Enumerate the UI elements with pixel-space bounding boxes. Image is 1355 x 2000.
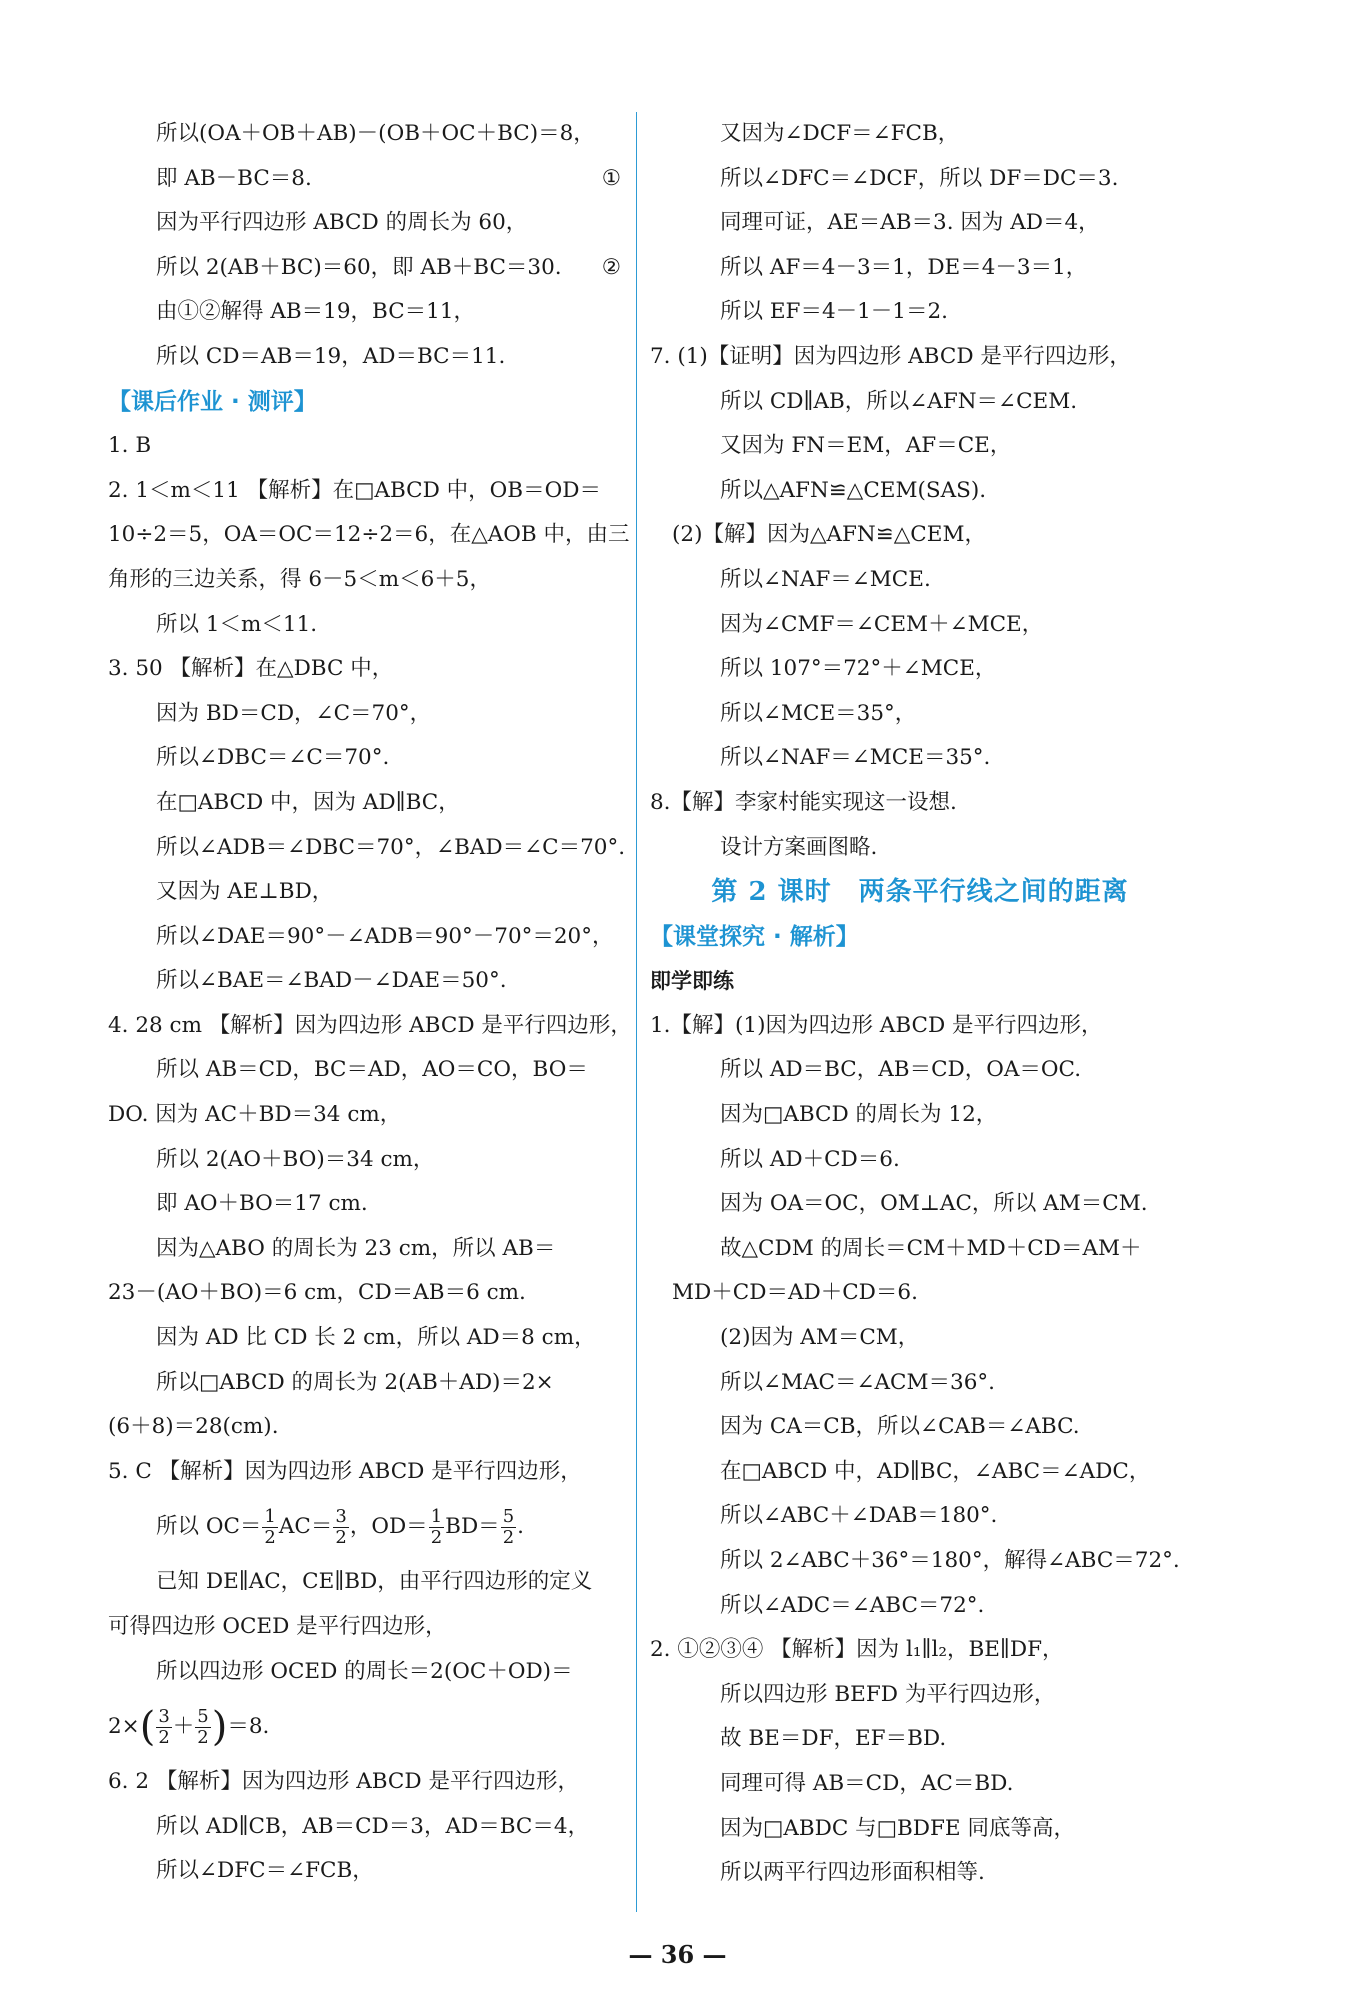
- text-line: 角形的三边关系，得 6－5＜m＜6＋5，: [108, 566, 491, 592]
- text-line: 因为 CA＝CB，所以∠CAB＝∠ABC.: [720, 1414, 1080, 1440]
- text-line: 因为∠CMF＝∠CEM＋∠MCE，: [720, 611, 1044, 637]
- text-line: (2)【解】因为△AFN≌△CEM，: [672, 522, 986, 548]
- fraction-line: [108, 1694, 623, 1760]
- answer-line: 1. B: [108, 433, 152, 459]
- text-line: 所以∠DAE＝90°－∠ADB＝90°－70°＝20°，: [156, 923, 614, 949]
- text-line: 所以∠MCE＝35°，: [720, 700, 917, 726]
- text-span: .: [517, 1514, 524, 1540]
- answer-line: 1.【解】(1)因为四边形 ABCD 是平行四边形，: [650, 1012, 1103, 1038]
- denominator: 2: [502, 1526, 515, 1548]
- text-line: 所以 EF＝4－1－1＝2.: [720, 299, 948, 325]
- numerator: 3: [158, 1705, 170, 1727]
- fraction: [501, 1507, 516, 1548]
- text-line: 所以∠DBC＝∠C＝70°.: [156, 745, 390, 771]
- text-line: 所以∠DFC＝∠DCF，所以 DF＝DC＝3.: [720, 165, 1119, 191]
- text-line: 所以 2(AO＋BO)＝34 cm，: [156, 1146, 435, 1172]
- text-line: 所以 CD＝AB＝19，AD＝BC＝11.: [156, 343, 506, 369]
- fraction: [156, 1707, 171, 1748]
- text-span: ＋: [172, 1714, 195, 1740]
- text-line: 所以∠ADB＝∠DBC＝70°，∠BAD＝∠C＝70°.: [156, 834, 626, 860]
- right-paren: ): [211, 1704, 228, 1751]
- text-line: 因为□ABCD 的周长为 12，: [720, 1102, 998, 1128]
- text-line: 可得四边形 OCED 是平行四边形，: [108, 1614, 447, 1639]
- text-line: [108, 157, 623, 202]
- answer-line: 3. 50 【解析】在△DBC 中，: [108, 656, 394, 682]
- text-line: 所以 AD＝BC，AB＝CD，OA＝OC.: [720, 1057, 1082, 1083]
- numerator: 5: [197, 1705, 209, 1727]
- text-line: 所以 2∠ABC＋36°＝180°，解得∠ABC＝72°.: [720, 1548, 1180, 1573]
- fraction: [195, 1707, 210, 1748]
- answer-line: 8.【解】李家村能实现这一设想.: [650, 789, 957, 815]
- denominator: 2: [430, 1526, 443, 1548]
- column-divider: [636, 112, 637, 1912]
- text-line: DO. 因为 AC＋BD＝34 cm，: [108, 1102, 402, 1128]
- text-line: 所以 AD＋CD＝6.: [720, 1146, 900, 1172]
- page-number: — 36 —: [628, 1940, 727, 1969]
- text-line: (2)因为 AM＝CM，: [720, 1325, 920, 1351]
- text-span: ＝8.: [227, 1714, 270, 1740]
- text-span: 2×: [108, 1714, 140, 1740]
- text-line: 因为 OA＝OC，OM⊥AC，所以 AM＝CM.: [720, 1191, 1148, 1217]
- text-line: 因为 AD 比 CD 长 2 cm，所以 AD＝8 cm，: [156, 1325, 596, 1351]
- fraction: [333, 1507, 348, 1548]
- left-column: [108, 112, 632, 1894]
- text-line: 所以∠ABC＋∠DAB＝180°.: [720, 1503, 998, 1529]
- text-line: 23－(AO＋BO)＝6 cm，CD＝AB＝6 cm.: [108, 1280, 526, 1306]
- text-span: 所以 2(AB＋BC)＝60，即 AB＋BC＝30.: [156, 254, 562, 280]
- answer-line: 6. 2 【解析】因为四边形 ABCD 是平行四边形，: [108, 1769, 579, 1795]
- numerator: 1: [264, 1505, 276, 1527]
- text-line: MD＋CD＝AD＋CD＝6.: [672, 1280, 918, 1306]
- left-paren: (: [139, 1704, 156, 1751]
- numerator: 1: [430, 1505, 443, 1527]
- text-line: 同理可得 AB＝CD，AC＝BD.: [720, 1770, 1014, 1796]
- text-line: 所以∠NAF＝∠MCE＝35°.: [720, 745, 991, 771]
- text-line: 设计方案画图略.: [720, 834, 878, 860]
- answer-line: 4. 28 cm 【解析】因为四边形 ABCD 是平行四边形，: [108, 1012, 632, 1038]
- text-line: 所以 AD∥CB，AB＝CD＝3，AD＝BC＝4，: [156, 1813, 590, 1839]
- text-line: 因为△ABO 的周长为 23 cm，所以 AB＝: [156, 1235, 556, 1261]
- denominator: 2: [264, 1526, 276, 1548]
- text-span: 所以 OC＝: [156, 1514, 262, 1540]
- text-line: 10÷2＝5，OA＝OC＝12÷2＝6，在△AOB 中，由三: [108, 522, 630, 548]
- text-line: 即 AO＋BO＝17 cm.: [156, 1191, 368, 1217]
- answer-line: 2. ①②③④ 【解析】因为 l₁∥l₂，BE∥DF，: [650, 1637, 1064, 1663]
- section-heading: 【课堂探究 · 解析】: [650, 923, 859, 950]
- lesson-title: 第 2 课时 两条平行线之间的距离: [711, 877, 1129, 908]
- text-line: 所以 107°＝72°＋∠MCE，: [720, 656, 997, 682]
- denominator: 2: [158, 1726, 170, 1748]
- answer-line: 7. (1)【证明】因为四边形 ABCD 是平行四边形，: [650, 343, 1131, 369]
- text-line: [108, 246, 623, 291]
- text-line: 因为 BD＝CD，∠C＝70°，: [156, 700, 432, 726]
- text-line: 又因为 AE⊥BD，: [156, 879, 334, 905]
- right-column: [650, 112, 1190, 1896]
- text-line: 所以(OA＋OB＋AB)－(OB＋OC＋BC)＝8，: [156, 121, 595, 146]
- text-line: 所以 CD∥AB，所以∠AFN＝∠CEM.: [720, 388, 1078, 414]
- text-line: 因为平行四边形 ABCD 的周长为 60，: [156, 210, 528, 236]
- text-span: 即 AB－BC＝8.: [156, 165, 312, 191]
- text-line: 又因为 FN＝EM，AF＝CE，: [720, 433, 1012, 459]
- equation-mark: ①: [601, 165, 621, 191]
- numerator: 3: [335, 1505, 347, 1527]
- fraction: [429, 1507, 444, 1548]
- fraction: [262, 1507, 277, 1548]
- text-line: 所以四边形 OCED 的周长＝2(OC＋OD)＝: [156, 1658, 573, 1684]
- text-line: 由①②解得 AB＝19，BC＝11，: [156, 299, 476, 325]
- text-line: 故△CDM 的周长＝CM＋MD＋CD＝AM＋: [720, 1235, 1142, 1261]
- text-line: 所以 1＜m＜11.: [156, 611, 318, 637]
- numerator: 5: [502, 1505, 515, 1527]
- text-line: 因为□ABDC 与□BDFE 同底等高，: [720, 1815, 1075, 1841]
- text-line: 所以∠MAC＝∠ACM＝36°.: [720, 1369, 995, 1395]
- section-heading: 【课后作业 · 测评】: [108, 388, 317, 415]
- denominator: 2: [197, 1726, 209, 1748]
- text-span: AC＝: [278, 1514, 333, 1540]
- subsection-heading: 即学即练: [650, 969, 734, 994]
- text-line: 故 BE＝DF，EF＝BD.: [720, 1726, 947, 1752]
- text-line: 所以两平行四边形面积相等.: [720, 1860, 985, 1886]
- text-line: 同理可证，AE＝AB＝3. 因为 AD＝4，: [720, 210, 1100, 236]
- text-line: 又因为∠DCF＝∠FCB，: [720, 121, 960, 146]
- text-line: 所以△AFN≌△CEM(SAS).: [720, 477, 987, 503]
- text-span: BD＝: [445, 1514, 500, 1540]
- denominator: 2: [335, 1526, 347, 1548]
- equation-mark: ②: [601, 254, 621, 280]
- answer-line: 5. C 【解析】因为四边形 ABCD 是平行四边形，: [108, 1458, 582, 1484]
- text-line: 所以∠BAE＝∠BAD－∠DAE＝50°.: [156, 968, 507, 994]
- text-line: (6＋8)＝28(cm).: [108, 1414, 279, 1440]
- text-line: 所以∠DFC＝∠FCB，: [156, 1858, 374, 1884]
- text-line: 已知 DE∥AC，CE∥BD，由平行四边形的定义: [156, 1569, 593, 1595]
- text-line: 所以四边形 BEFD 为平行四边形，: [720, 1681, 1056, 1707]
- answer-line: 2. 1＜m＜11 【解析】在□ABCD 中，OB＝OD＝: [108, 477, 601, 503]
- text-line: 所以□ABCD 的周长为 2(AB＋AD)＝2×: [156, 1369, 554, 1395]
- text-span: ，OD＝: [349, 1514, 428, 1540]
- text-line: 所以 AB＝CD，BC＝AD，AO＝CO，BO＝: [156, 1057, 588, 1083]
- text-line: 在□ABCD 中，因为 AD∥BC，: [156, 789, 460, 815]
- text-line: 所以∠ADC＝∠ABC＝72°.: [720, 1592, 985, 1618]
- text-line: 所以∠NAF＝∠MCE.: [720, 566, 931, 592]
- text-line: 在□ABCD 中，AD∥BC，∠ABC＝∠ADC，: [720, 1458, 1151, 1484]
- fraction-line: [108, 1494, 623, 1560]
- text-line: 所以 AF＝4－3＝1，DE＝4－3＝1，: [720, 254, 1088, 280]
